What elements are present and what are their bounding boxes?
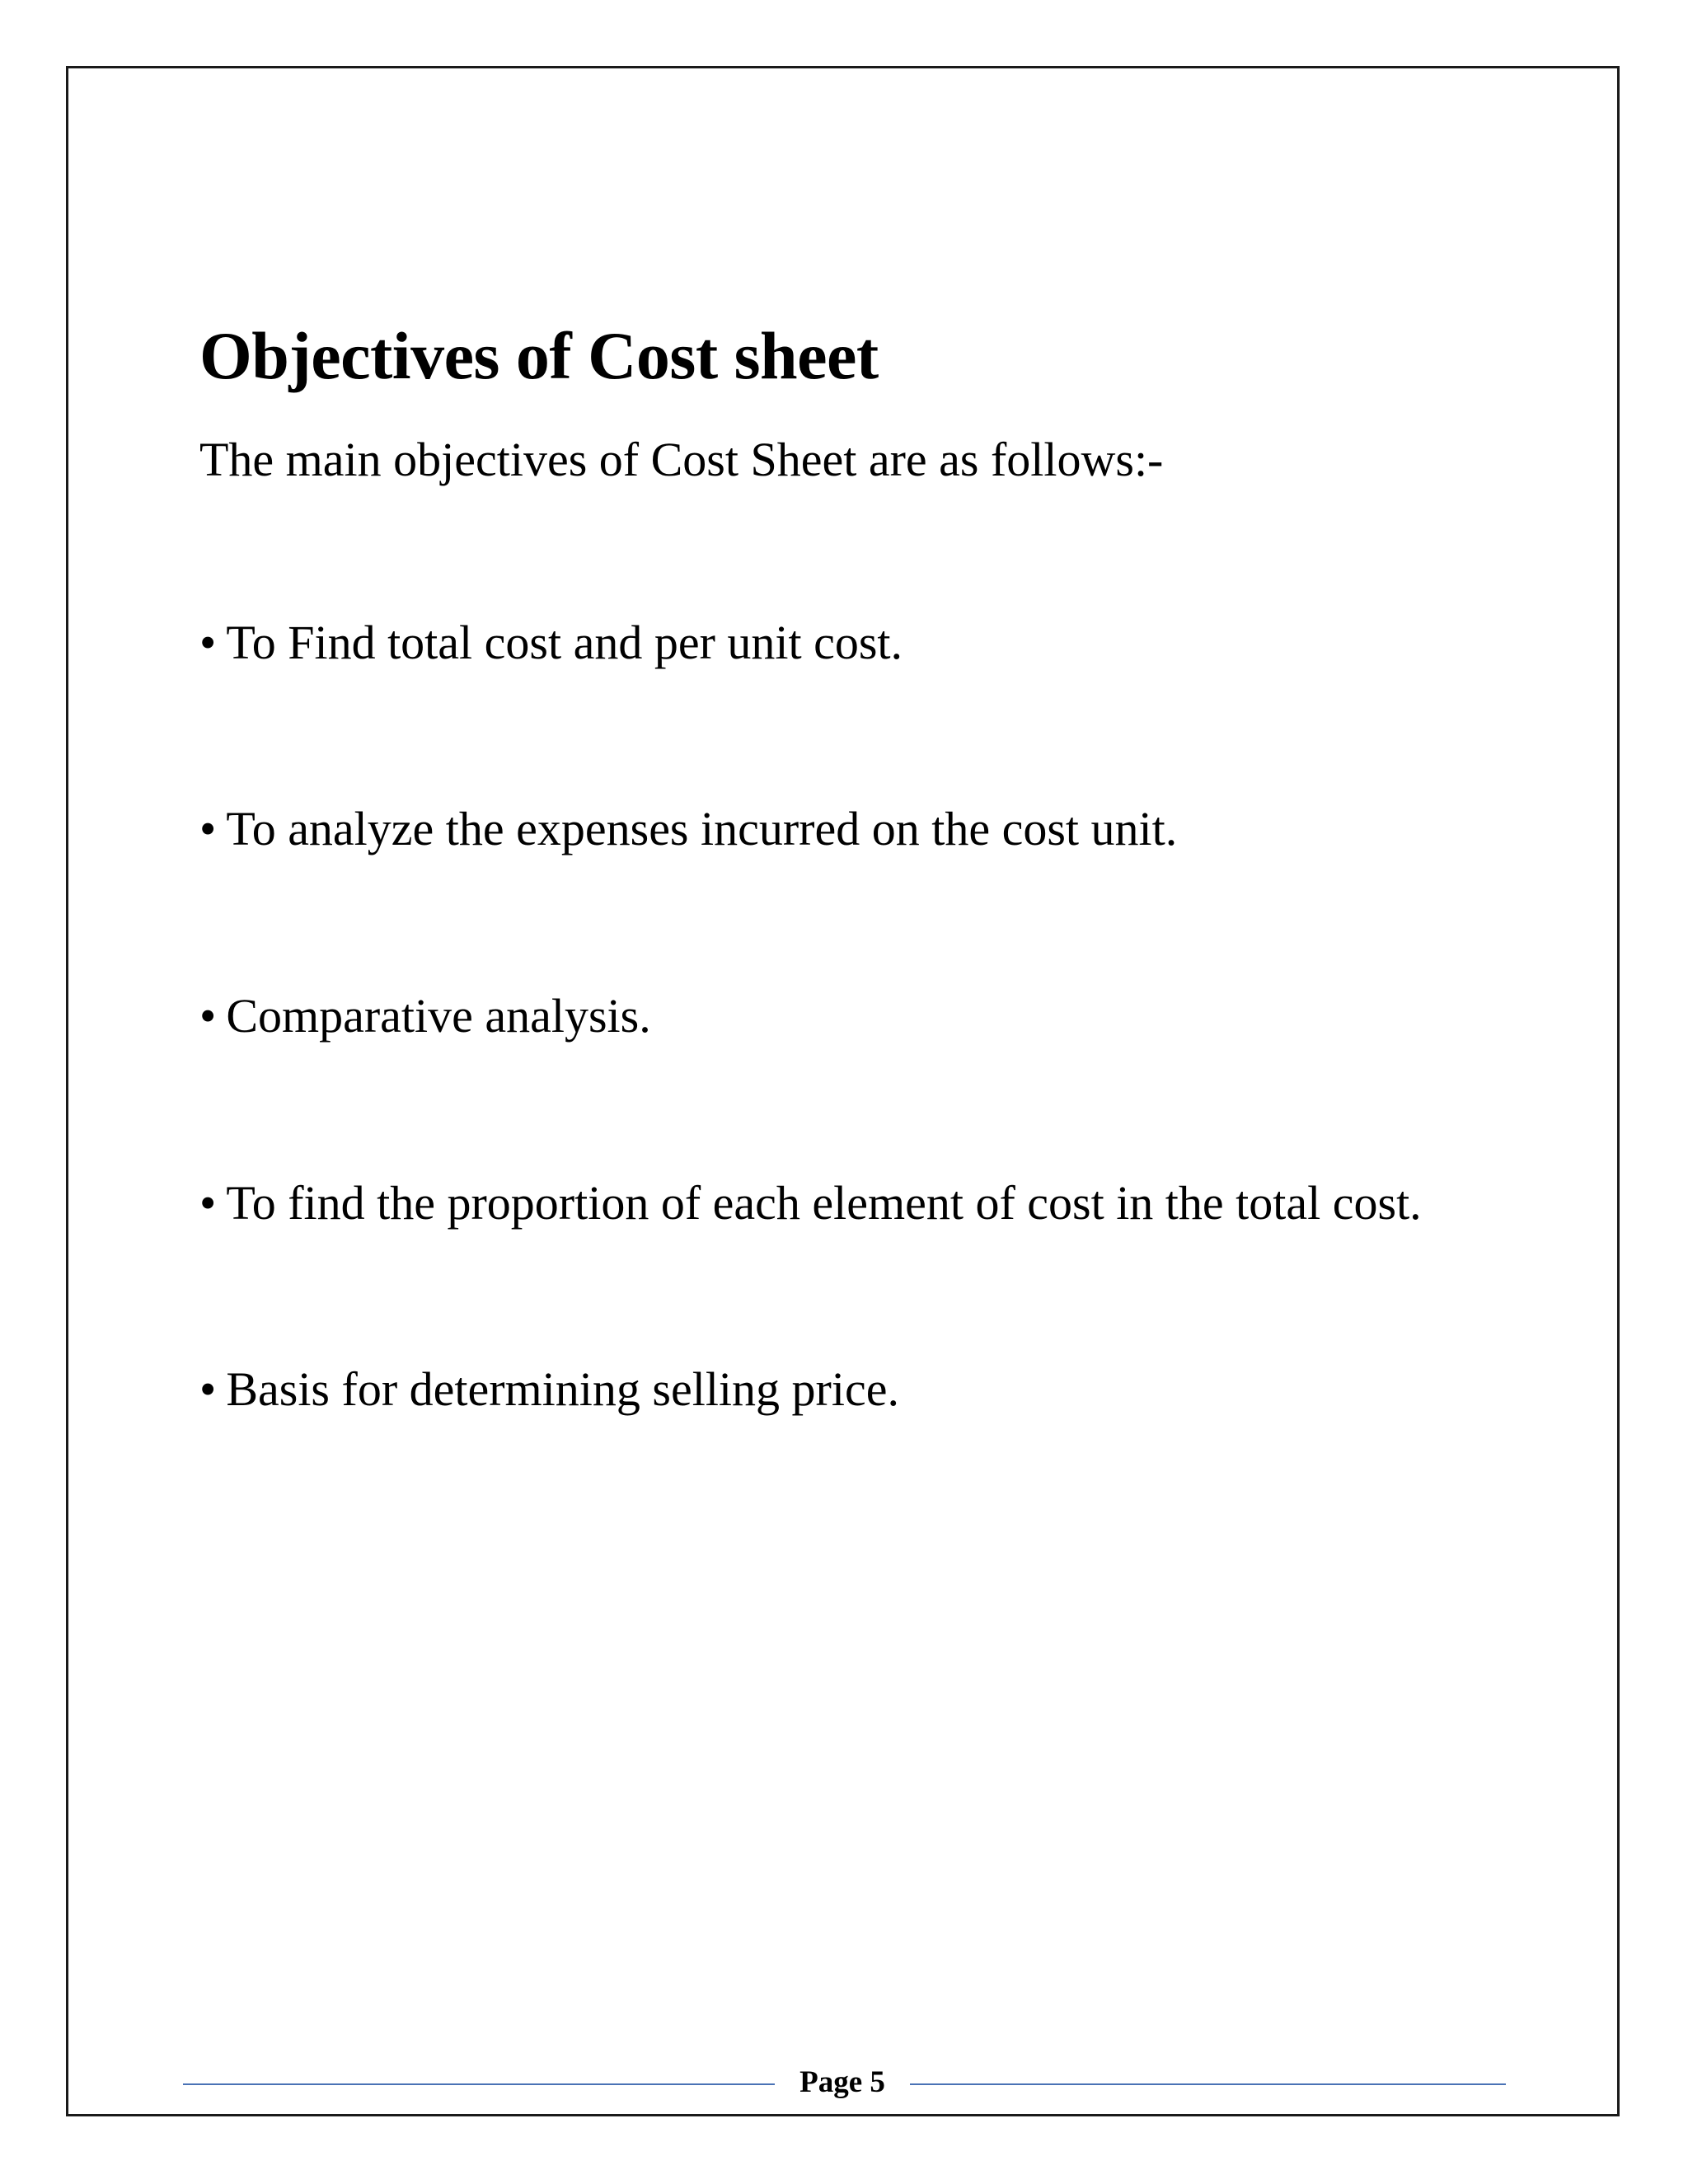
objective-item xyxy=(199,987,1559,1045)
page-footer xyxy=(183,2060,1506,2110)
bullet-icon: • xyxy=(199,989,217,1043)
objective-text: To Find total cost and per unit cost. xyxy=(226,615,903,669)
objective-text: To analyze the expenses incurred on the cost unit. xyxy=(226,802,1178,856)
page-content xyxy=(199,317,1559,1418)
footer-rule-right xyxy=(910,2083,1506,2085)
bullet-icon: • xyxy=(199,615,217,669)
footer-rule-left xyxy=(183,2083,775,2085)
objective-item xyxy=(199,800,1559,858)
objective-item xyxy=(199,1174,1559,1232)
objective-item xyxy=(199,614,1559,672)
objective-text: Comparative analysis. xyxy=(226,989,651,1043)
page-title: Objectives of Cost sheet xyxy=(199,318,879,393)
objective-item xyxy=(199,1361,1559,1418)
intro-paragraph: The main objectives of Cost Sheet are as follows:- xyxy=(199,433,1164,487)
bullet-icon: • xyxy=(199,802,217,856)
bullet-icon: • xyxy=(199,1362,217,1417)
objective-text: To find the proportion of each element of cost in the total cost. xyxy=(226,1175,1422,1230)
bullet-icon: • xyxy=(199,1175,217,1230)
page-number: Page 5 xyxy=(799,2065,885,2099)
objectives-list xyxy=(199,614,1559,1418)
objective-text: Basis for determining selling price. xyxy=(226,1362,899,1417)
